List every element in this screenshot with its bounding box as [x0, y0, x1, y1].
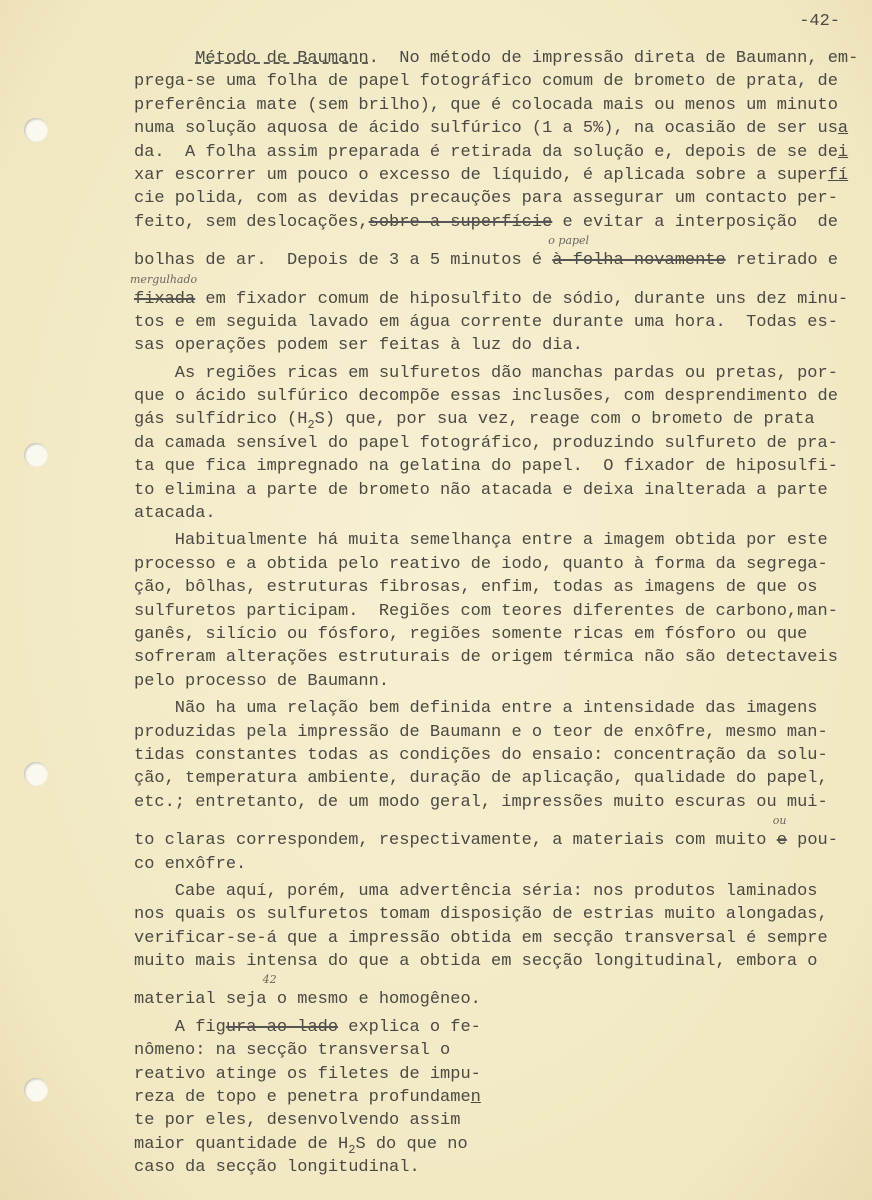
text-line: ta que fica impregnado na gelatina do papel. O fixador de hiposulfi-	[134, 457, 838, 477]
text-line: atacada.	[134, 504, 216, 524]
annotation-text: 42	[262, 973, 277, 987]
text-run: feito, sem deslocações,	[134, 212, 369, 232]
subscript: 2	[307, 418, 315, 433]
underlined-text: n	[470, 1088, 481, 1108]
text-run: . No método de impressão direta de Baumann, em-	[368, 49, 859, 68]
text-line: nômeno: na secção transversal o	[134, 1041, 451, 1061]
text-run: gás sulfídrico (H	[134, 410, 308, 430]
text-line: Cabe aquí, porém, uma advertência séria: nos produtos laminados	[134, 881, 818, 901]
struck-text: à folha novamente	[552, 251, 726, 271]
text-run: xar escorrer um pouco o excesso de líquido, é aplicada sobre a super	[134, 165, 828, 185]
paragraph	[134, 529, 858, 693]
paragraph	[134, 880, 858, 1012]
text-run: material seja	[134, 990, 267, 1010]
text-line	[134, 814, 858, 852]
body-text	[130, 47, 859, 1184]
text-run: explica o fe-	[338, 1017, 481, 1037]
text-line: preferência mate (sem brilho), que é colocada mais ou menos um minuto	[134, 95, 838, 115]
text-line	[134, 211, 858, 234]
text-line: que o ácido sulfúrico decompõe essas inclusões, com desprendimento de	[134, 387, 838, 407]
struck-text: ura ao lado	[225, 1017, 339, 1037]
paragraph	[134, 1016, 858, 1180]
text-line: sas operações podem ser feitas à luz do dia.	[134, 336, 583, 356]
paragraph	[134, 697, 858, 876]
text-line: reativo atinge os filetes de impu-	[134, 1064, 481, 1084]
section-heading: Método de Baumann	[195, 49, 369, 68]
text-line: verificar-se-á que a impressão obtida em secção transversal é sempre	[134, 928, 828, 948]
text-line	[134, 234, 858, 272]
text-line: tos e em seguida lavado em água corrente durante uma hora. Todas es-	[134, 312, 838, 332]
text-line	[134, 141, 858, 164]
text-line: Não ha uma relação bem definida entre a intensidade das imagens	[134, 699, 818, 719]
text-line: produzidas pela impressão de Baumann e o teor de enxôfre, mesmo man-	[134, 722, 828, 742]
text-line	[134, 408, 858, 431]
text-line: tidas constantes todas as condições do ensaio: concentração da solu-	[134, 745, 828, 765]
annotation-text: o papel	[548, 234, 590, 248]
text-line: pelo processo de Baumann.	[134, 671, 390, 691]
page-number: -42-	[799, 12, 840, 31]
underlined-text: a	[837, 119, 849, 139]
text-line: sulfuretos participam. Regiões com teores diferentes de carbono,man-	[134, 601, 838, 621]
annotation-text: mergulhado	[130, 272, 198, 286]
text-line	[130, 272, 858, 311]
binder-hole	[24, 762, 48, 786]
text-line: nos quais os sulfuretos tomam disposição de estrias muito alongadas,	[134, 905, 828, 925]
text-run: e evitar a interposição de	[552, 212, 838, 232]
subscript: 2	[348, 1142, 356, 1157]
underlined-text: i	[837, 142, 849, 162]
annotation-text: ou	[772, 814, 787, 828]
text-line	[134, 164, 858, 187]
text-run: numa solução aquosa de ácido sulfúrico (1 a 5%), na ocasião de ser us	[134, 119, 838, 139]
text-run: o mesmo e homogêneo.	[266, 990, 481, 1010]
text-run: reza de topo e penetra profundame	[134, 1088, 471, 1108]
text-line: Habitualmente há muita semelhança entre a imagem obtida por este	[134, 531, 828, 551]
text-line: co enxôfre.	[134, 854, 247, 874]
binder-hole	[24, 1078, 48, 1102]
text-run: A fig	[134, 1017, 226, 1037]
binder-hole	[24, 118, 48, 142]
text-line: ção, bôlhas, estruturas fibrosas, enfim, todas as imagens de que os	[134, 578, 818, 598]
text-run	[134, 49, 195, 68]
text-run: pou-	[786, 831, 838, 851]
text-line: ganês, silício ou fósforo, regiões somente ricas em fósforo ou que	[134, 624, 808, 644]
struck-text: e	[776, 831, 787, 851]
text-line	[134, 47, 858, 70]
struck-text: sobre a superfície	[368, 212, 553, 232]
text-line: processo e a obtida pelo reativo de iodo, quanto à forma da segrega-	[134, 554, 828, 574]
binder-hole	[24, 443, 48, 467]
text-line	[134, 1016, 858, 1039]
text-run: maior quantidade de H	[134, 1134, 349, 1154]
text-line: da camada sensível do papel fotográfico, produzindo sulfureto de pra-	[134, 433, 838, 453]
text-line: prega-se uma folha de papel fotográfico comum de brometo de prata, de	[134, 72, 838, 92]
text-run: S) que, por sua vez, reage com o brometo de prata	[314, 410, 815, 430]
text-line	[134, 117, 858, 140]
text-line: cie polida, com as devidas precauções para assegurar um contacto per-	[134, 189, 838, 209]
text-line	[134, 1133, 858, 1156]
paragraph	[130, 47, 859, 358]
text-line: etc.; entretanto, de um modo geral, impressões muito escuras ou mui-	[134, 792, 828, 812]
text-run: to claras correspondem, respectivamente, a materiais com muito	[134, 831, 777, 851]
text-run: da. A folha assim preparada é retirada da solução e, depois de se de	[134, 142, 838, 162]
text-line: muito mais intensa do que a obtida em secção longitudinal, embora o	[134, 952, 818, 972]
paragraph	[134, 362, 858, 526]
struck-text: fixada	[134, 289, 196, 309]
text-line: to elimina a parte de brometo não atacada e deixa inalterada a parte	[134, 480, 828, 500]
text-run: retirado e	[725, 251, 838, 271]
underlined-text: fí	[827, 165, 849, 185]
text-line	[134, 1086, 858, 1109]
text-run: bolhas de ar. Depois de 3 a 5 minutos é	[134, 251, 553, 271]
text-line: caso da secção longitudinal.	[134, 1158, 420, 1178]
text-line: ção, temperatura ambiente, duração de aplicação, qualidade do papel,	[134, 769, 828, 789]
text-run: S do que no	[355, 1134, 468, 1154]
text-line: te por eles, desenvolvendo assim	[134, 1111, 461, 1131]
text-line: sofreram alterações estruturais de origem térmica não são detectaveis	[134, 648, 838, 668]
text-line	[134, 973, 858, 1011]
text-line: As regiões ricas em sulfuretos dão manchas pardas ou pretas, por-	[134, 363, 838, 383]
text-run: em fixador comum de hiposulfito de sódio, durante uns dez minu-	[195, 289, 849, 309]
